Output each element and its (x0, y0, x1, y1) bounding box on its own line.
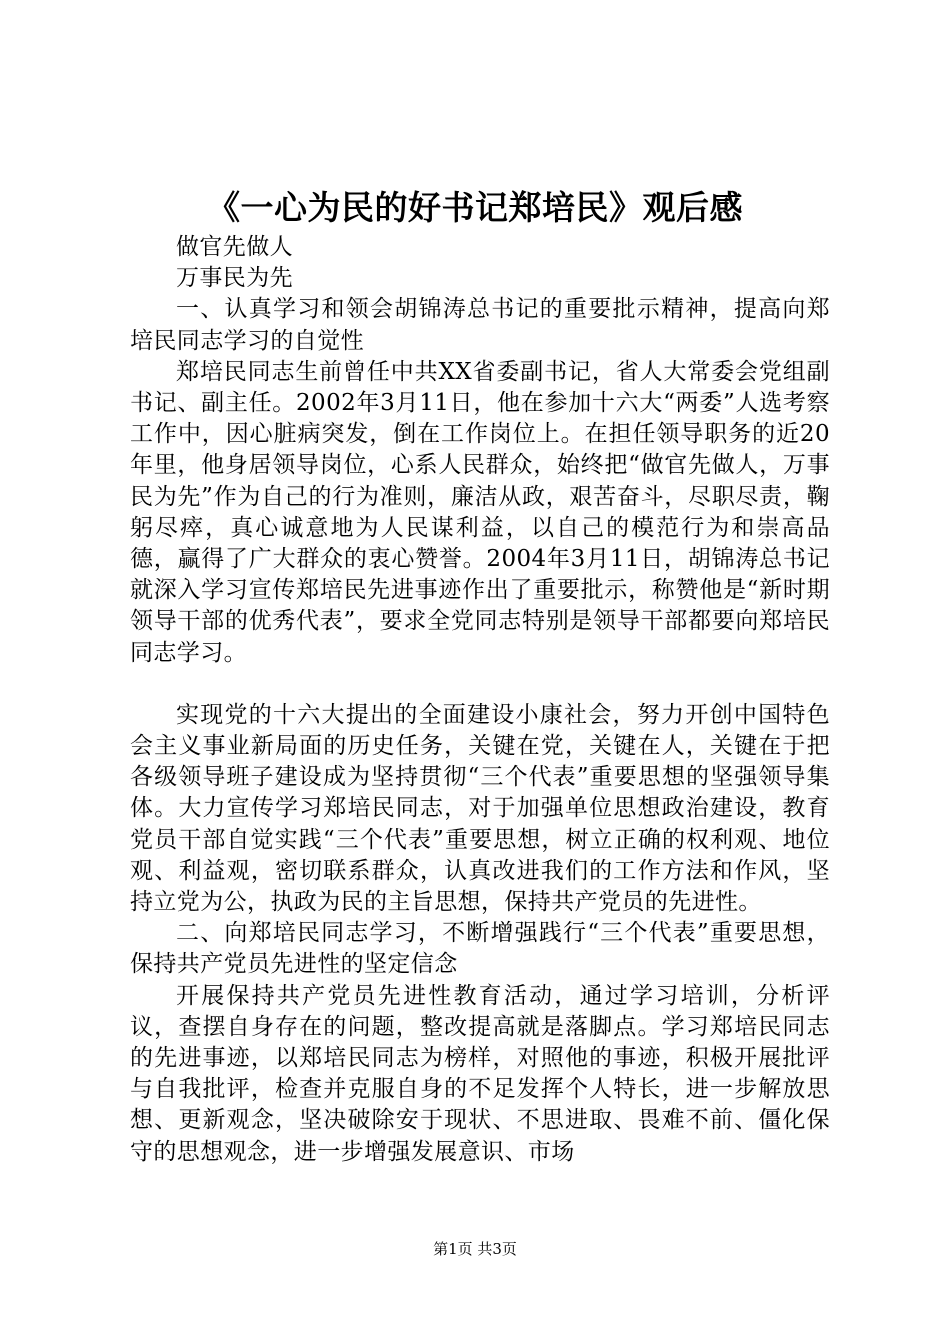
paragraph-biography: 郑培民同志生前曾任中共XX省委副书记，省人大常委会党组副书记、副主任。2002年3月11日，他在参加十六大“两委”人选考察工作中，因心脏病突发，倒在工作岗位上。在担任领导职务的近20年里，他身居领导岗位，心系人民群众，始终把“做官先做人，万事民为先”作为自己的行为准则，廉洁从政，艰苦奋斗，尽职尽责，鞠躬尽瘁，真心诚意地为人民谋利益，以自己的模范行为和崇高品德，赢得了广大群众的衷心赞誉。2004年3月11日，胡锦涛总书记就深入学习宣传郑培民先进事迹作出了重要批示，称赞他是“新时期领导干部的优秀代表”，要求全党同志特别是领导干部都要向郑培民同志学习。 (130, 358, 830, 666)
document-title: 《一心为民的好书记郑培民》观后感 (207, 188, 743, 227)
paragraph-motto-1: 做官先做人 (176, 234, 293, 260)
section-heading-2: 二、向郑培民同志学习，不断增强践行“三个代表”重要思想，保持共产党员先进性的坚定信念 (130, 920, 830, 978)
section-heading-1: 一、认真学习和领会胡锦涛总书记的重要批示精神，提高向郑培民同志学习的自觉性 (130, 296, 830, 354)
paragraph-education-activity: 开展保持共产党员先进性教育活动，通过学习培训，分析评议，查摆自身存在的问题，整改提高就是落脚点。学习郑培民同志的先进事迹，以郑培民同志为榜样，对照他的事迹，积极开展批评与自我批评，检查并克服自身的不足发挥个人特长，进一步解放思想、更新观念，坚决破除安于现状、不思进取、畏难不前、僵化保守的思想观念，进一步增强发展意识、市场 (130, 982, 830, 1165)
page-number-footer: 第1页 共3页 (433, 1240, 517, 1258)
paragraph-motto-2: 万事民为先 (176, 265, 293, 292)
document-body (130, 232, 830, 1168)
paragraph-significance: 实现党的十六大提出的全面建设小康社会，努力开创中国特色会主义事业新局面的历史任务，关键在党，关键在人，关键在于把各级领导班子建设成为坚持贯彻“三个代表”重要思想的坚强领导集体。大力宣传学习郑培民同志，对于加强单位思想政治建设，教育党员干部自觉实践“三个代表”重要思想，树立正确的权利观、地位观、利益观，密切联系群众，认真改进我们的工作方法和作风，坚持立党为公，执政为民的主旨思想，保持共产党员的先进性。 (130, 701, 830, 916)
